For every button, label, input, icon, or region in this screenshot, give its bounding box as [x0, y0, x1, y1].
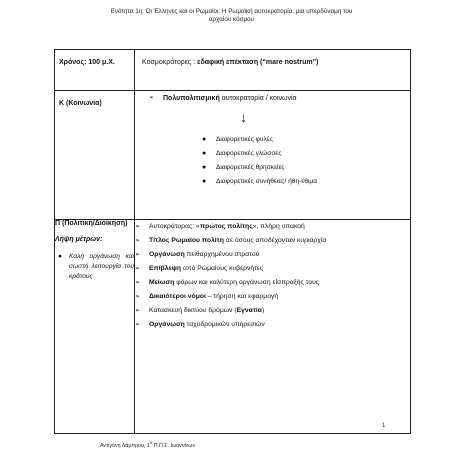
- society-content-cell: [135, 91, 411, 220]
- item-bold: Τίτλος Ρωμαίου πολίτη: [149, 237, 224, 244]
- arrow-bullet-icon: ➢: [135, 252, 141, 258]
- content-table: [54, 49, 411, 434]
- society-label-cell: [55, 91, 135, 220]
- arrow-bullet-icon: ➢: [135, 238, 141, 244]
- table-row-society: [55, 91, 411, 220]
- arrow-bullet-icon: ➢: [135, 224, 141, 230]
- list-item: [135, 248, 410, 262]
- arrow-bullet-icon: ➢: [135, 322, 141, 328]
- item-bold: πρώτος πολίτης: [199, 223, 253, 230]
- topic-text: [135, 50, 410, 66]
- arrow-bullet-icon: ➢: [135, 280, 141, 286]
- item-bold: Εγνατία: [236, 307, 262, 314]
- list-item-text: Διαφορετικές γλώσσες: [216, 150, 282, 157]
- item-text: », πλήρη υπακοή: [252, 223, 305, 230]
- list-item: [135, 220, 410, 234]
- list-item: [135, 304, 410, 318]
- politics-label-cell: [55, 220, 135, 434]
- bullet-dot-icon: ●: [202, 150, 207, 157]
- topic-cell: [135, 50, 411, 91]
- item-text: – τήρηση και εφαρμογή: [205, 293, 279, 300]
- list-item: [202, 133, 317, 147]
- list-item: [202, 147, 317, 161]
- arrow-bullet-icon: ➢: [149, 95, 155, 101]
- list-item: [202, 161, 317, 175]
- organization-bullet: [55, 252, 134, 282]
- page-number: 1: [382, 423, 386, 429]
- item-text: Κατασκευή δικτύου δρόμων (: [149, 307, 237, 314]
- item-bold: Οργάνωση: [149, 321, 185, 328]
- item-text: φόρων και καλύτερη οργάνωση είσπραξής τους: [174, 279, 320, 286]
- time-cell: [55, 50, 135, 91]
- header-line-2: αρχαίου κόσμου: [208, 16, 255, 23]
- list-item: [202, 175, 317, 189]
- item-bold: Δικαιότεροι νόμοι: [149, 293, 206, 300]
- time-label: Χρόνος: 100 μ.Χ.: [59, 59, 115, 66]
- list-item-text: Διαφορετικές φυλές: [216, 136, 273, 143]
- list-item: [135, 276, 410, 290]
- item-text: από Ρωμαίους κυβερνήτες: [181, 265, 264, 272]
- organization-text: Καλή οργάνωση και σωστή λειτουργία του κράτους: [69, 253, 134, 280]
- list-item-text: Διαφορετικές συνήθειες/ ήθη-έθιμα: [216, 178, 318, 185]
- item-text: σε όσους αποδέχονταν κυριαρχία: [223, 237, 327, 244]
- page-footer: [100, 440, 195, 449]
- arrow-bullet-icon: ➢: [135, 308, 141, 314]
- table-row-time: [55, 50, 411, 91]
- item-bold: Επίβλεψη: [149, 265, 182, 272]
- item-bold: Μείωση: [149, 279, 175, 286]
- topic-bold: εδαφική επέκταση (“mare nostrum”): [197, 59, 319, 66]
- down-arrow-icon: ↓: [240, 109, 247, 125]
- bullet-dot-icon: ●: [58, 253, 62, 260]
- arrow-bullet-icon: ➢: [135, 266, 141, 272]
- politics-content-cell: [135, 220, 411, 434]
- multicultural-bold: Πολυπολιτισμική: [163, 95, 220, 102]
- item-text: ): [261, 307, 265, 314]
- politics-title: Π (Πολιτική/Διοίκηση): [55, 220, 128, 227]
- bullet-dot-icon: ●: [202, 136, 207, 143]
- measures-subtitle: Λήψη μέτρων:: [55, 236, 103, 243]
- multicultural-rest: αυτοκρατορία / κοινωνία: [219, 95, 297, 102]
- footer-author: Αντιγόνη Λάμπρου, 1: [100, 442, 150, 449]
- list-item: [135, 290, 410, 304]
- list-item: [135, 262, 410, 276]
- table-row-politics: [55, 220, 411, 434]
- list-item: [135, 318, 410, 332]
- multicultural-item: [149, 94, 297, 103]
- footer-superscript: ο: [149, 440, 153, 445]
- arrow-bullet-icon: ➢: [135, 294, 141, 300]
- header-line-1: Ενότητα 1η: Οι Έλληνες και οι Ρωμαίοι: Η Ρωμαϊκή αυτοκρατορία, μια υπερδύναμη του: [110, 8, 353, 15]
- society-label: Κ (Κοινωνία): [59, 100, 102, 107]
- list-item: [135, 234, 410, 248]
- item-text: Αυτοκράτορας: «: [149, 223, 200, 230]
- topic-prefix: Κοσμοκράτορες :: [142, 59, 198, 66]
- item-text: πειθαρχημένου στρατού: [184, 251, 260, 258]
- bullet-dot-icon: ●: [202, 164, 207, 171]
- page-header: [40, 8, 423, 24]
- list-item-text: Διαφορετικές θρησκείες: [216, 164, 285, 171]
- item-text: ταχυδρομικών υπηρεσιών: [184, 321, 265, 328]
- item-bold: Οργάνωση: [149, 251, 185, 258]
- bullet-dot-icon: ●: [202, 178, 207, 185]
- diversity-list: [202, 133, 317, 189]
- footer-school: Π.Π.Σ. Ιωαννίνων: [152, 442, 196, 449]
